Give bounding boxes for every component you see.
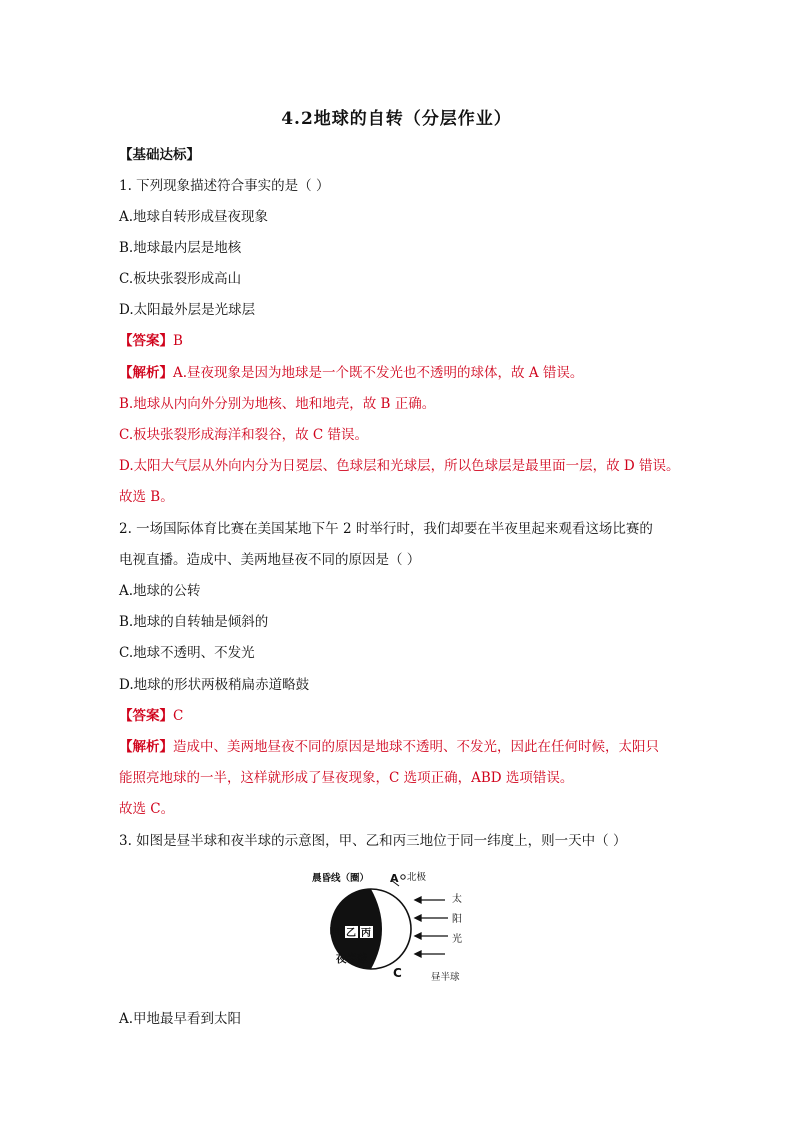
q3-stem: 3. 如图是昼半球和夜半球的示意图，甲、乙和丙三地位于同一纬度上，则一天中（ ） — [119, 833, 627, 849]
q1-analysis-line: 【解析】A.昼夜现象是因为地球是一个既不发光也不透明的球体，故 A 错误。 — [119, 365, 584, 381]
day-night-diagram-svg — [305, 862, 483, 990]
point-a-label: A — [390, 872, 399, 885]
q1-analysis-line: D.太阳大气层从外向内分为日冕层、色球层和光球层，所以色球层是最里面一层，故 D 错误。 — [119, 458, 680, 474]
answer-value: C — [173, 708, 184, 724]
point-c-label: C — [393, 966, 402, 980]
q2-stem: 2. 一场国际体育比赛在美国某地下午 2 时举行时，我们却要在半夜里起来观看这场比赛的 — [119, 521, 653, 537]
q2-analysis-line: 故选 C。 — [119, 801, 175, 817]
analysis-tag: 【解析】 — [119, 365, 173, 381]
q1-analysis-line: B.地球从内向外分别为地核、地和地壳，故 B 正确。 — [119, 396, 436, 412]
q2-option-d: D.地球的形状两极稍扁赤道略鼓 — [119, 677, 310, 693]
q2-option-c: C.地球不透明、不发光 — [119, 645, 255, 661]
answer-tag: 【答案】 — [119, 333, 173, 349]
q1-stem: 1. 下列现象描述符合事实的是（ ） — [119, 178, 330, 194]
sunlight-label: 阳 — [452, 914, 462, 925]
sunlight-label: 太 — [452, 894, 462, 905]
q1-option-d: D.太阳最外层是光球层 — [119, 302, 256, 318]
q2-option-b: B.地球的自转轴是倾斜的 — [119, 614, 269, 630]
q1-option-a: A.地球自转形成昼夜现象 — [119, 209, 269, 225]
q3-option-a: A.甲地最早看到太阳 — [119, 1011, 242, 1027]
terminator-label: 晨昏线（圈） — [312, 873, 370, 884]
q1-analysis-line: 故选 B。 — [119, 489, 174, 505]
q1-option-c: C.板块张裂形成高山 — [119, 271, 242, 287]
yi-label: 乙 — [346, 928, 356, 939]
bing-label: 丙 — [361, 928, 371, 939]
analysis-tag: 【解析】 — [119, 739, 173, 755]
day-night-diagram — [305, 862, 483, 990]
north-pole-label: 北极 — [407, 872, 427, 883]
answer-tag: 【答案】 — [119, 708, 173, 724]
night-hemisphere-label: 夜半球 — [336, 953, 368, 965]
q2-stem: 电视直播。造成中、美两地昼夜不同的原因是（ ） — [119, 552, 421, 568]
jia-label: 甲 — [329, 926, 340, 939]
north-pole-marker — [401, 875, 405, 879]
q1-analysis-line: C.板块张裂形成海洋和裂谷，故 C 错误。 — [119, 427, 369, 443]
q2-analysis-line: 【解析】造成中、美两地昼夜不同的原因是地球不透明、不发光，因此在任何时候，太阳只 — [119, 739, 659, 755]
q1-answer — [119, 332, 183, 350]
answer-value: B — [173, 333, 183, 349]
day-hemisphere-label: 昼半球 — [431, 972, 460, 983]
q1-option-b: B.地球最内层是地核 — [119, 240, 242, 256]
page-title: 4.2地球的自转（分层作业） — [281, 109, 512, 129]
sunlight-arrows — [415, 897, 448, 957]
sunlight-label: 光 — [452, 934, 462, 945]
q2-answer — [119, 707, 183, 725]
section-heading: 【基础达标】 — [119, 147, 200, 163]
q2-option-a: A.地球的公转 — [119, 583, 201, 599]
q2-analysis-line: 能照亮地球的一半，这样就形成了昼夜现象，C 选项正确，ABD 选项错误。 — [119, 770, 574, 786]
